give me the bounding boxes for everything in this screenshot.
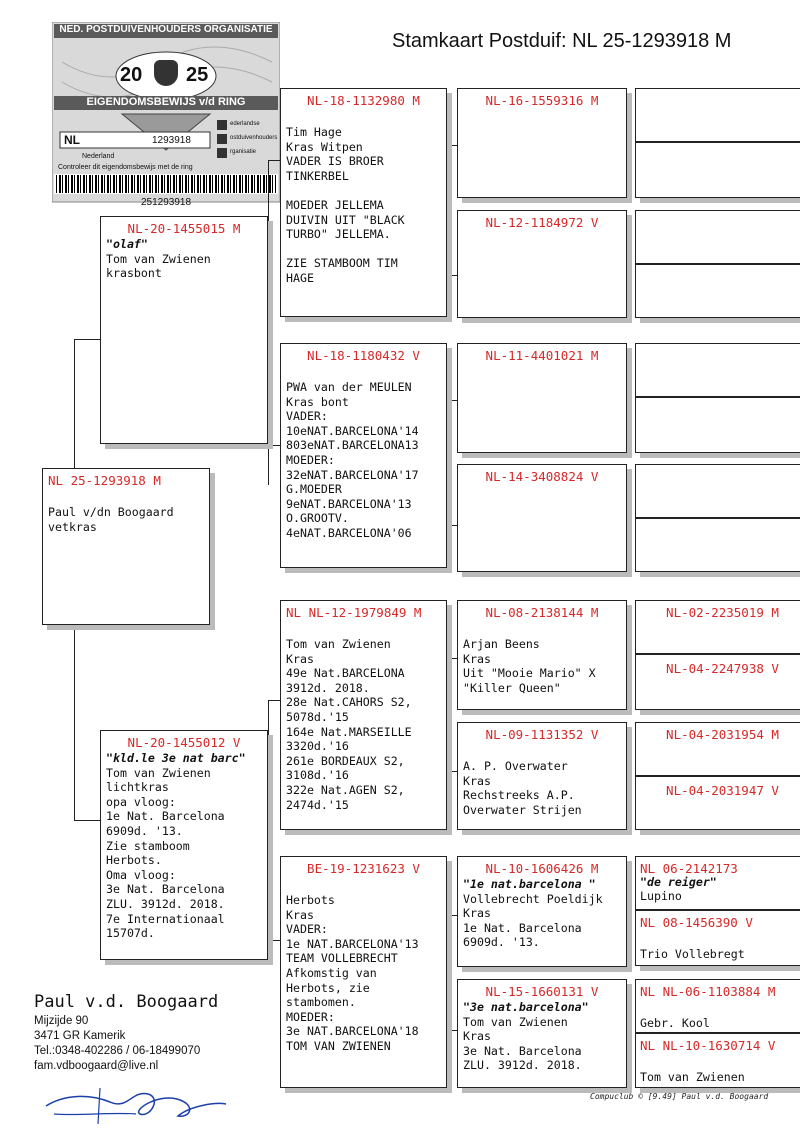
text-line: 1e Nat. Barcelona — [106, 809, 225, 824]
text-line: G.MOEDER — [286, 482, 342, 497]
connector — [268, 940, 280, 941]
text-line: TEAM VOLLEBRECHT — [286, 951, 398, 966]
text-line: Kras — [463, 906, 491, 921]
text-line: 15707d. — [106, 926, 155, 941]
cert-npo-2: ostduivenhouders — [230, 135, 278, 141]
connector — [74, 820, 100, 821]
connector — [627, 870, 628, 925]
text-line: TOM VAN ZWIENEN — [286, 1038, 391, 1053]
connector — [268, 700, 269, 740]
subject-pigeon-card — [42, 468, 210, 625]
text-line: VADER: — [286, 409, 328, 424]
connector — [627, 115, 628, 175]
footer-credit: Compuclub © [9.49] Paul v.d. Boogaard — [590, 1092, 769, 1101]
cert-nederland: Nederland — [82, 153, 115, 160]
ring-number: NL-16-1559316 M — [485, 93, 599, 108]
owner-email: fam.vdboogaard@live.nl — [34, 1060, 159, 1072]
text-line: 3320d.'16 — [286, 739, 349, 754]
cert-country: NL — [64, 133, 80, 147]
gen4-card — [635, 264, 800, 318]
text-line: ZLU. 3912d. 2018. — [463, 1058, 582, 1073]
gen4-card — [635, 343, 800, 397]
connector — [447, 525, 457, 526]
great-grandparent-card — [457, 600, 627, 710]
ring-number: NL-09-1131352 V — [485, 727, 599, 742]
text-line: 28e Nat.CAHORS S2, — [286, 695, 412, 710]
nickname: "3e nat.barcelona" — [463, 1000, 589, 1014]
cert-header: EIGENDOMSBEWIJS v/d RING — [86, 96, 246, 108]
ring-number: NL-18-1180432 V — [307, 348, 420, 363]
text-line: Trio Vollebregt — [640, 947, 745, 961]
connector — [74, 339, 100, 340]
connector — [268, 700, 280, 701]
gen4-card — [635, 910, 800, 966]
text-line: Kras — [463, 1029, 491, 1044]
connector — [447, 400, 457, 401]
text-line: Paul v/dn Boogaard — [48, 505, 174, 519]
text-line: Lupino — [640, 889, 682, 903]
grandparent-card — [280, 856, 447, 1088]
connector — [447, 145, 457, 146]
gen4-card — [635, 1033, 800, 1088]
text-line: 2474d.'15 — [286, 797, 349, 812]
connector — [627, 735, 628, 790]
gen4-card — [635, 776, 800, 830]
connector — [447, 658, 457, 659]
connector — [627, 370, 628, 430]
text-line: A. P. Overwater — [463, 759, 568, 773]
cert-npo-1: ederlandse — [230, 121, 260, 127]
text-line: 5078d.'15 — [286, 709, 349, 724]
text-line: 4eNAT.BARCELONA'06 — [286, 525, 412, 540]
text-line: krasbont — [106, 266, 162, 281]
sire-card — [100, 216, 268, 444]
owner-address: Mijzijde 90 — [34, 1015, 89, 1027]
connector — [268, 850, 269, 940]
connector — [447, 771, 457, 772]
ring-certificate — [52, 22, 280, 212]
grandparent-card — [280, 600, 447, 830]
gen4-card — [635, 979, 800, 1033]
nickname: "olaf" — [106, 237, 148, 251]
ring-number: NL NL-06-1103884 M — [640, 984, 776, 999]
text-line: 10eNAT.BARCELONA'14 — [286, 423, 419, 438]
connector — [74, 625, 75, 820]
gen4-card — [635, 210, 800, 264]
text-line: Kras — [463, 773, 491, 788]
barcode — [56, 175, 276, 193]
text-line: 9eNAT.BARCELONA'13 — [286, 496, 412, 511]
great-grandparent-card — [457, 88, 627, 198]
ring-number: NL 25-1293918 M — [48, 473, 161, 488]
nickname: "de reiger" — [640, 875, 717, 889]
ring-number: NL-14-3408824 V — [485, 469, 599, 484]
text-line: Herbots — [286, 893, 335, 907]
connector — [447, 915, 448, 1030]
nickname: "kld.le 3e nat barc" — [106, 751, 246, 765]
text-line: ZIE STAMBOOM TIM — [286, 256, 398, 271]
text-line: "Killer Queen" — [463, 680, 561, 695]
text-line — [286, 242, 444, 257]
text-line: Overwater Strijen — [463, 802, 582, 817]
ring-number: NL-04-2031947 V — [666, 783, 779, 798]
text-line: Tim Hage — [286, 125, 342, 139]
text-line: Herbots, zie — [286, 980, 370, 995]
text-line: Oma vloog: — [106, 867, 176, 882]
text-line: Tom van Zwienen — [106, 765, 211, 780]
text-line: Gebr. Kool — [640, 1016, 710, 1030]
ring-number: NL-11-4401021 M — [485, 348, 599, 363]
text-line: 803eNAT.BARCELONA13 — [286, 438, 419, 453]
ring-number: NL-10-1606426 M — [485, 861, 599, 876]
text-line: 3108d.'16 — [286, 768, 349, 783]
ring-number: NL NL-12-1979849 M — [286, 605, 422, 620]
cert-org: NED. POSTDUIVENHOUDERS ORGANISATIE — [59, 24, 273, 35]
connector — [627, 995, 628, 1045]
text-line: Tom van Zwienen — [286, 637, 391, 651]
text-line: stambomen. — [286, 995, 356, 1010]
connector — [447, 275, 457, 276]
text-line: Kras Witpen — [286, 139, 363, 154]
cert-control-text: Controleer dit eigendomsbewijs met de ring — [58, 164, 193, 171]
text-line: Tom van Zwienen — [640, 1070, 745, 1084]
ring-number: NL-08-2138144 M — [485, 605, 599, 620]
text-line: Uit "Mooie Mario" X — [463, 666, 596, 681]
nickname: "1e nat.barcelona " — [463, 877, 596, 891]
great-grandparent-card — [457, 979, 627, 1088]
text-line: 261e BORDEAUX S2, — [286, 753, 405, 768]
owner-info — [34, 992, 218, 1074]
text-line: MOEDER: — [286, 1009, 335, 1024]
connector — [268, 160, 280, 161]
connector — [447, 400, 448, 525]
connector — [268, 445, 280, 446]
text-line: TINKERBEL — [286, 168, 349, 183]
dam-card — [100, 730, 268, 960]
text-line: 3e Nat. Barcelona — [463, 1043, 582, 1058]
page-title: Stamkaart Postduif: NL 25-1293918 M — [392, 30, 732, 52]
barcode-number: 251293918 — [140, 197, 192, 208]
gen4-card — [635, 142, 800, 198]
great-grandparent-card — [457, 464, 627, 572]
connector — [627, 240, 628, 300]
text-line: vetkras — [48, 519, 97, 534]
text-line: VADER: — [286, 922, 328, 937]
ring-number: NL 06-2142173 — [640, 861, 738, 876]
text-line: 3e NAT.BARCELONA'18 — [286, 1024, 419, 1039]
text-line: 3e Nat. Barcelona — [106, 882, 225, 897]
text-line: 1e NAT.BARCELONA'13 — [286, 936, 419, 951]
connector — [447, 915, 457, 916]
great-grandparent-card — [457, 856, 627, 967]
text-line: Kras — [286, 907, 314, 922]
cert-ring-number: 1293918 — [152, 135, 191, 146]
great-grandparent-card — [457, 343, 627, 453]
ring-number: NL-15-1660131 V — [485, 984, 599, 999]
text-line: Kras bont — [286, 394, 349, 409]
connector — [268, 445, 269, 485]
text-line: Zie stamboom — [106, 838, 190, 853]
gen4-card — [635, 397, 800, 453]
text-line: 32eNAT.BARCELONA'17 — [286, 467, 419, 482]
ring-number: NL NL-10-1630714 V — [640, 1038, 776, 1053]
owner-phone: Tel.:0348-402286 / 06-18499070 — [34, 1045, 201, 1057]
text-line: DUIVIN UIT "BLACK — [286, 212, 405, 227]
text-line: 6909d. '13. — [463, 935, 540, 950]
connector — [447, 658, 448, 771]
connector — [268, 160, 269, 240]
gen4-card — [635, 464, 800, 518]
text-line: 3912d. 2018. — [286, 680, 370, 695]
text-line: Rechstreeks A.P. — [463, 788, 575, 803]
text-line: O.GROOTV. — [286, 511, 349, 526]
text-line: TURBO" JELLEMA. — [286, 227, 391, 242]
text-line: opa vloog: — [106, 794, 176, 809]
connector — [447, 1030, 457, 1031]
connector — [627, 490, 628, 550]
gen4-card — [635, 600, 800, 654]
ring-number: BE-19-1231623 V — [307, 861, 420, 876]
text-line: lichtkras — [106, 780, 169, 795]
great-grandparent-card — [457, 722, 627, 830]
signature — [40, 1084, 230, 1128]
cert-npo-3: rganisatie — [230, 149, 257, 155]
text-line: Tom van Zwienen — [106, 251, 211, 266]
text-line: PWA van der MEULEN — [286, 380, 412, 394]
ring-number: NL-12-1184972 V — [485, 215, 599, 230]
text-line: Kras — [286, 651, 314, 666]
text-line: 1e Nat. Barcelona — [463, 920, 582, 935]
great-grandparent-card — [457, 210, 627, 318]
ring-number: NL-04-2031954 M — [666, 727, 779, 742]
text-line: 49e Nat.BARCELONA — [286, 666, 405, 681]
connector — [447, 145, 448, 275]
grandparent-card — [280, 343, 447, 568]
text-line: 7e Internationaal — [106, 911, 225, 926]
text-line: 164e Nat.MARSEILLE — [286, 724, 412, 739]
ring-number: NL-02-2235019 M — [666, 605, 779, 620]
text-line: 6909d. '13. — [106, 823, 183, 838]
owner-name: Paul v.d. Boogaard — [34, 992, 219, 1012]
text-line: HAGE — [286, 270, 314, 285]
ring-number: NL-04-2247938 V — [666, 661, 779, 676]
text-line: MOEDER: — [286, 452, 335, 467]
text-line: 322e Nat.AGEN S2, — [286, 782, 405, 797]
ring-number: NL 08-1456390 V — [640, 915, 753, 930]
owner-city: 3471 GR Kamerik — [34, 1030, 126, 1042]
gen4-card — [635, 88, 800, 142]
text-line: Tom van Zwienen — [463, 1014, 568, 1029]
text-line: Herbots. — [106, 853, 162, 868]
text-line: VADER IS BROER — [286, 154, 384, 169]
cert-year-b: 25 — [186, 64, 209, 86]
text-line: Vollebrecht Poeldijk — [463, 891, 603, 906]
gen4-card — [635, 856, 800, 910]
connector — [627, 615, 628, 670]
text-line: Kras — [463, 651, 491, 666]
text-line: MOEDER JELLEMA — [286, 197, 384, 212]
connector — [74, 339, 75, 468]
grandparent-card — [280, 88, 447, 317]
ring-number: NL-20-1455012 V — [127, 735, 241, 750]
text-line — [286, 183, 444, 198]
gen4-card — [635, 518, 800, 572]
cert-year-a: 20 — [120, 64, 143, 86]
gen4-card — [635, 722, 800, 776]
text-line: Arjan Beens — [463, 637, 540, 651]
gen4-card — [635, 654, 800, 710]
text-line: ZLU. 3912d. 2018. — [106, 896, 225, 911]
ring-number: NL-18-1132980 M — [307, 93, 420, 108]
lion-emblem-icon — [154, 60, 178, 86]
text-line: Afkomstig van — [286, 965, 377, 980]
ring-number: NL-20-1455015 M — [127, 221, 241, 236]
